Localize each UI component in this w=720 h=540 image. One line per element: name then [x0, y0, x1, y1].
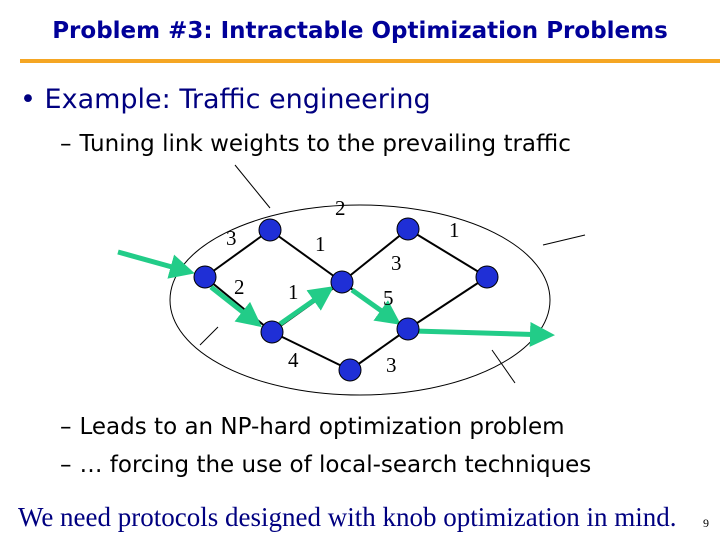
dash-mark: –: [60, 452, 72, 478]
router-node: [339, 359, 361, 381]
outer-line: [235, 165, 270, 208]
traffic-arrow: [118, 252, 190, 272]
router-node: [476, 266, 498, 288]
link-weight-label: 3: [386, 353, 397, 377]
sub-bullet-2: [60, 414, 565, 440]
link: [408, 229, 487, 277]
slide-title: Problem #3: Intractable Optimization Problems: [52, 18, 668, 44]
router-node: [397, 318, 419, 340]
dash-mark: –: [60, 414, 72, 440]
traffic-arrow: [414, 331, 550, 335]
link-weight-label: 3: [226, 226, 237, 250]
router-node: [331, 271, 353, 293]
link-weight-label: 1: [449, 218, 460, 242]
router-node: [259, 219, 281, 241]
link-weight-label: 1: [315, 232, 326, 256]
link-weight-label: 3: [391, 251, 402, 275]
link: [408, 277, 487, 329]
dash-mark: –: [60, 131, 72, 157]
sub-bullet-1-text: Tuning link weights to the prevailing traffic: [79, 131, 571, 157]
sub-bullet-2-text: Leads to an NP-hard optimization problem: [79, 414, 565, 440]
outer-line: [543, 235, 585, 245]
link-weight-label: 5: [383, 286, 394, 310]
router-node: [194, 266, 216, 288]
link-weight-label: 4: [288, 348, 299, 372]
link-weight-label: 1: [288, 280, 299, 304]
link-weight-label: 2: [234, 275, 245, 299]
link: [272, 332, 350, 370]
link: [270, 230, 342, 282]
bullet-mark: •: [20, 84, 36, 115]
sub-bullet-3: [60, 452, 591, 478]
sub-bullet-3-text: … forcing the use of local-search techniques: [79, 452, 592, 478]
link: [205, 230, 270, 277]
link-weight-label: 2: [335, 196, 346, 220]
footer-statement: We need protocols designed with knob optimization in mind.: [18, 502, 677, 532]
router-node: [397, 218, 419, 240]
router-node: [261, 321, 283, 343]
page-number: 9: [703, 516, 709, 530]
outer-line: [200, 327, 218, 345]
main-bullet-text: Example: Traffic engineering: [44, 84, 431, 115]
